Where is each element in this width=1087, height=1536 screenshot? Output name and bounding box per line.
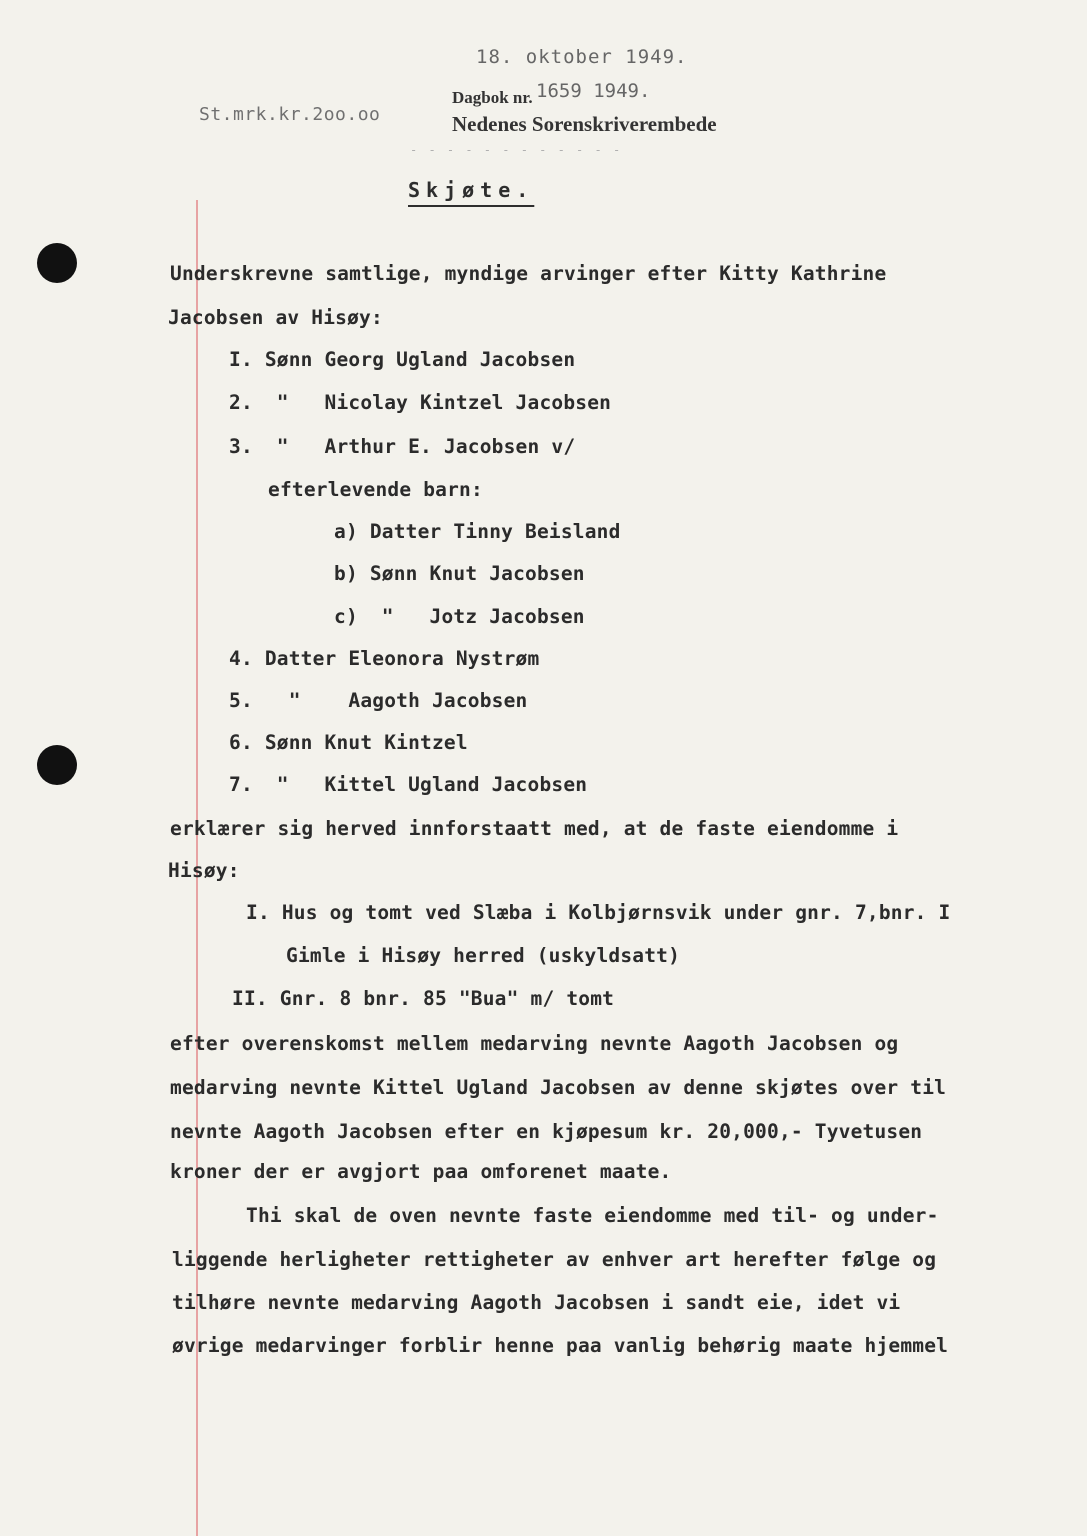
punch-hole-top bbox=[37, 243, 77, 283]
body-line: Hisøy: bbox=[168, 859, 240, 882]
heir-line: c) " Jotz Jacobsen bbox=[334, 605, 585, 628]
body-line: erklærer sig herved innforstaatt med, at de faste eiendomme i bbox=[170, 817, 899, 840]
body-line: nevnte Aagoth Jacobsen efter en kjøpesum kr. 20,000,- Tyvetusen bbox=[170, 1120, 923, 1143]
body-line: medarving nevnte Kittel Ugland Jacobsen av denne skjøtes over til bbox=[170, 1076, 947, 1099]
heir-line: a) Datter Tinny Beisland bbox=[334, 520, 621, 543]
heir-line: efterlevende barn: bbox=[268, 478, 483, 501]
heir-line: 2. " Nicolay Kintzel Jacobsen bbox=[229, 391, 612, 414]
heir-line: I. Sønn Georg Ugland Jacobsen bbox=[229, 348, 576, 371]
body-line: tilhøre nevnte medarving Aagoth Jacobsen i sandt eie, idet vi bbox=[172, 1291, 901, 1314]
document-title: Skjøte. bbox=[408, 178, 535, 202]
body-line: kroner der er avgjort paa omforenet maate. bbox=[170, 1160, 672, 1183]
body-line: efter overenskomst mellem medarving nevnte Aagoth Jacobsen og bbox=[170, 1032, 899, 1055]
body-line: Underskrevne samtlige, myndige arvinger efter Kitty Kathrine bbox=[170, 262, 887, 285]
heir-line: 4. Datter Eleonora Nystrøm bbox=[229, 647, 540, 670]
dagbok-number: 1659 1949. bbox=[536, 80, 651, 102]
heir-line: 7. " Kittel Ugland Jacobsen bbox=[229, 773, 588, 796]
heir-line: 3. " Arthur E. Jacobsen v/ bbox=[229, 435, 576, 458]
property-line: II. Gnr. 8 bnr. 85 "Bua" m/ tomt bbox=[232, 987, 615, 1010]
property-line: I. Hus og tomt ved Slæba i Kolbjørnsvik under gnr. 7,bnr. I bbox=[246, 901, 951, 924]
stamp-duty: St.mrk.kr.2oo.oo bbox=[199, 104, 381, 125]
heir-line: 6. Sønn Knut Kintzel bbox=[229, 731, 468, 754]
body-line: øvrige medarvinger forblir henne paa vanlig behørig maate hjemmel bbox=[172, 1334, 949, 1357]
property-line: Gimle i Hisøy herred (uskyldsatt) bbox=[286, 944, 681, 967]
dagbok-label: Dagbok nr. bbox=[452, 88, 533, 107]
heir-line: 5. " Aagoth Jacobsen bbox=[229, 689, 528, 712]
header-dashes: - - - - - - - - - - - - bbox=[410, 143, 623, 157]
office-name: Nedenes Sorenskriverembede bbox=[452, 112, 717, 136]
body-line: liggende herligheter rettigheter av enhver art herefter følge og bbox=[172, 1248, 937, 1271]
body-line: Thi skal de oven nevnte faste eiendomme med til- og under- bbox=[246, 1204, 939, 1227]
body-line: Jacobsen av Hisøy: bbox=[168, 306, 383, 329]
heir-line: b) Sønn Knut Jacobsen bbox=[334, 562, 585, 585]
document-date: 18. oktober 1949. bbox=[476, 46, 688, 68]
punch-hole-bottom bbox=[37, 745, 77, 785]
